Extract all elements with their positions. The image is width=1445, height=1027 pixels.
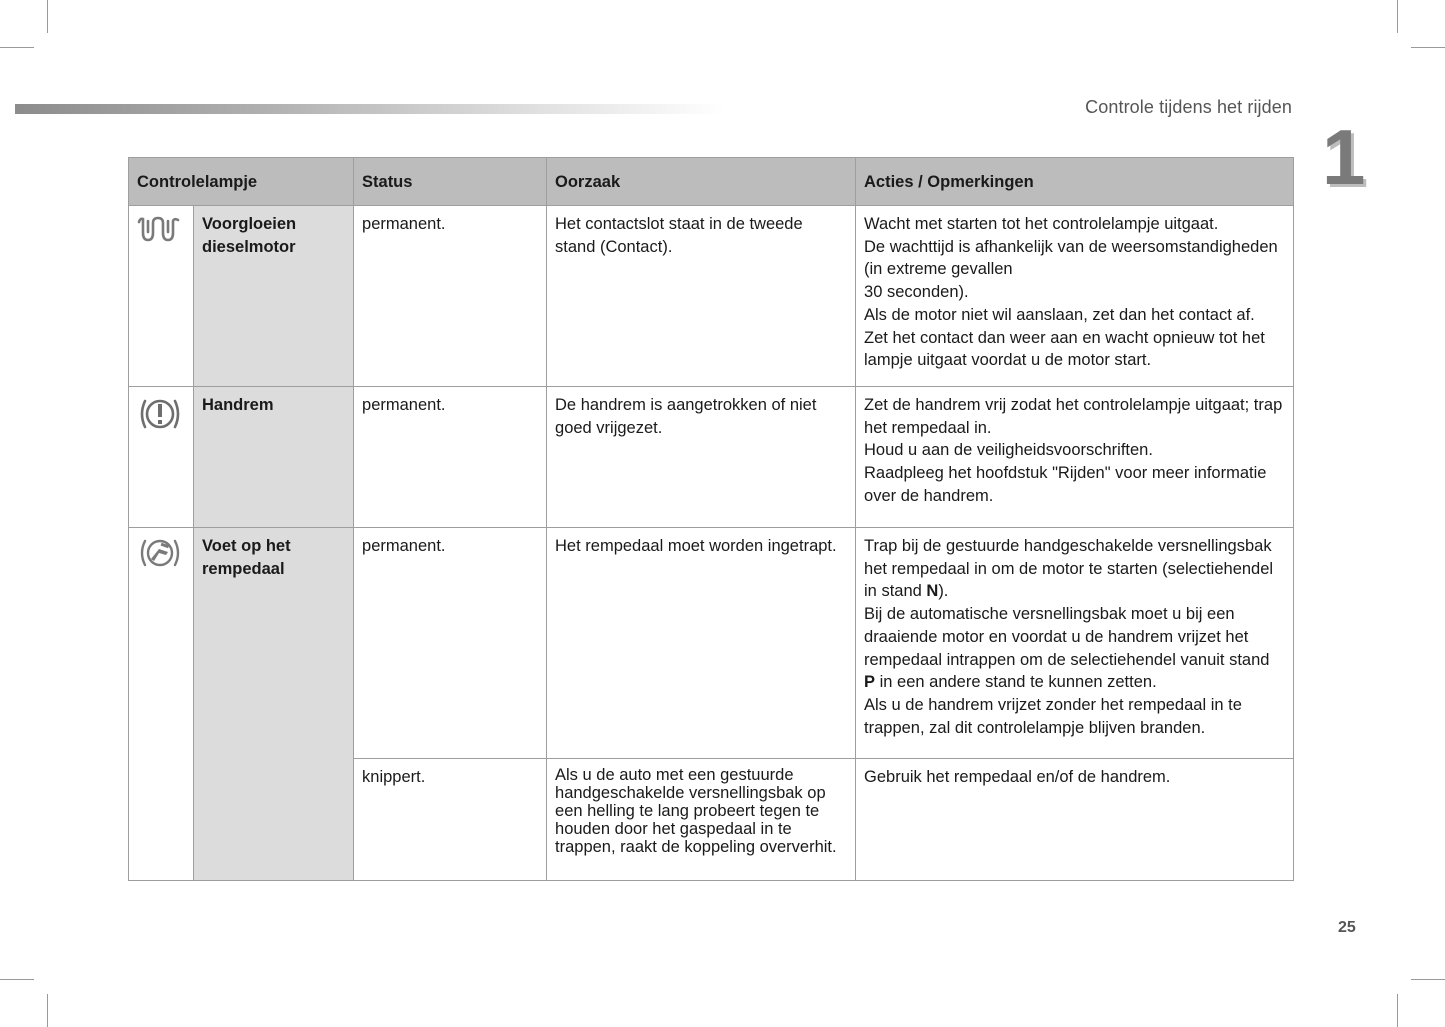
cause-cell: Het contactslot staat in de tweede stand (Contact). [547, 206, 856, 387]
table-header-row [129, 158, 1294, 206]
gear-key-p: P [864, 673, 876, 692]
lamp-icon-cell [129, 206, 194, 387]
header-gradient-bar [15, 104, 725, 114]
page-number: 25 [1338, 919, 1356, 936]
crop-mark [1411, 47, 1445, 48]
action-line: De wachttijd is afhankelijk van de weersomstandigheden (in extreme gevallen [864, 237, 1278, 279]
crop-mark [47, 994, 48, 1027]
actions-cell: Gebruik het rempedaal en/of de handrem. [856, 759, 1294, 881]
action-text: Trap bij de gestuurde handgeschakelde versnellingsbak het rempedaal in om de motor te starten (selectiehendel in stand [864, 537, 1274, 601]
section-title: Controle tijdens het rijden [1085, 97, 1292, 117]
parking-brake-icon [137, 394, 185, 434]
header-actions: Acties / Opmerkingen [856, 158, 1294, 206]
lamp-icon-cell [129, 387, 194, 528]
action-line: Zet het contact dan weer aan en wacht opnieuw tot het lampje uitgaat voordat u de motor start. [864, 328, 1265, 370]
action-paragraph: Als u de handrem vrijzet zonder het rempedaal in te trappen, zal dit controlelampje blijven branden. [864, 695, 1242, 737]
crop-mark [1411, 979, 1445, 980]
action-line: Als de motor niet wil aanslaan, zet dan het contact af. [864, 305, 1255, 324]
action-text: in een andere stand te kunnen zetten. [875, 673, 1157, 692]
action-paragraph [864, 535, 1285, 603]
header-status: Status [354, 158, 547, 206]
warning-lamps-table [128, 157, 1294, 881]
action-line: Houd u aan de veiligheidsvoorschriften. [864, 441, 1153, 460]
foot-on-brake-icon [137, 535, 185, 571]
crop-mark [1397, 0, 1398, 33]
cause-cell: Het rempedaal moet worden ingetrapt. [547, 528, 856, 759]
gear-key-n: N [926, 582, 939, 601]
chapter-number: 1 [1322, 113, 1366, 201]
action-line: Wacht met starten tot het controlelampje uitgaat. [864, 215, 1219, 233]
action-text: ). [938, 582, 949, 601]
header-lamp: Controlelampje [129, 158, 354, 206]
lamp-name-line: Voet op het [202, 537, 291, 555]
action-paragraph [864, 603, 1285, 694]
actions-cell [856, 528, 1294, 759]
cause-cell: Als u de auto met een gestuurde handgeschakelde versnellingsbak op een helling te lang probeert tegen te houden door het gaspedaal in te trappen, raakt de koppeling oververhit. [547, 759, 856, 881]
status-cell: permanent. [354, 528, 547, 759]
action-text: Bij de automatische versnellingsbak moet u bij een draaiende motor en voordat u de handrem vrijzet het rempedaal intrappen om de selectiehendel vanuit stand [864, 605, 1270, 669]
action-line: Zet de handrem vrij zodat het controlelampje uitgaat; trap het rempedaal in. [864, 396, 1283, 437]
table-row [129, 206, 1294, 387]
header-cause: Oorzaak [547, 158, 856, 206]
actions-cell [856, 387, 1294, 528]
cause-cell: De handrem is aangetrokken of niet goed vrijgezet. [547, 387, 856, 528]
table-row [129, 528, 1294, 759]
status-cell: permanent. [354, 387, 547, 528]
table-row [129, 387, 1294, 528]
status-cell: knippert. [354, 759, 547, 881]
crop-mark [47, 0, 48, 33]
crop-mark [0, 979, 34, 980]
glow-plug-icon [137, 213, 185, 245]
actions-cell [856, 206, 1294, 387]
lamp-name-line: rempedaal [202, 559, 285, 578]
lamp-icon-cell [129, 528, 194, 881]
lamp-name [194, 206, 354, 387]
lamp-name [194, 387, 354, 528]
lamp-name-line: Handrem [202, 396, 274, 414]
lamp-name-line: dieselmotor [202, 237, 296, 256]
action-line: 30 seconden). [864, 283, 969, 302]
lamp-name [194, 528, 354, 881]
crop-mark [0, 47, 34, 48]
action-line: Raadpleeg het hoofdstuk "Rijden" voor meer informatie over de handrem. [864, 464, 1267, 505]
lamp-name-line: Voorgloeien [202, 215, 297, 233]
crop-mark [1397, 994, 1398, 1027]
status-cell: permanent. [354, 206, 547, 387]
